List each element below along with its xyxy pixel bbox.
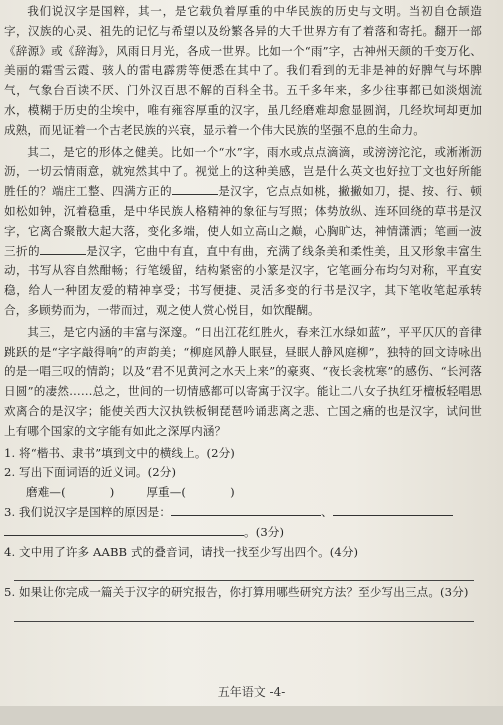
paragraph-3: 其三，是它内涵的丰富与深邃。“日出江花红胜火，春来江水绿如蓝”，平平仄仄的音律跳跃的是“字字敲得响”的声韵美；“柳庭风静人眠昼，昼眠人静风庭柳”，独特的回文诗咏出的是一唱三叹的情韵；以及“君不见黄河之水天上来”的豪爽、“夜长衾枕寒”的感伤、“长河落日圆”的凄然……总之，世间的一切情感都可以寄寓于汉字。能让二八女子执红牙檀板轻唱思欢离合的是汉字；能使关西大汉执铁板铜琵琶吟诵悲离之悲、亡国之痛的也是汉字，试问世上有哪个国家的文字能有如此之深厚内涵？ <box>4 324 482 438</box>
paragraph-2-part-3: 是汉字，它曲中有直，直中有曲，充满了线条美和柔性美，且又形象丰富生动，书写从容自然酣畅；行笔缓留，结构紧密的小篆是汉字，它笔画分布均匀对称，平直安稳，给人一种团友爱的精神享受；书写便捷、灵活多变的行书是汉字，其下笔收笔起承转合，多顾势而为，一带而过，观之使人赏心悦目，如饮醍醐。 <box>4 243 482 317</box>
reading-passage <box>4 2 482 624</box>
fill-blank-1[interactable] <box>172 182 218 195</box>
answer-line-3b[interactable] <box>333 503 453 516</box>
answer-line-3a[interactable] <box>171 503 321 516</box>
question-5: 5. 如果让你完成一篇关于汉字的研究报告，你打算用哪些研究方法？至少写出三点。(3分) <box>4 585 469 600</box>
question-2-answers <box>26 483 482 503</box>
paragraph-1: 我们说汉字是国粹，其一，是它载负着厚重的中华民族的历史与文明。当初自仓颉造字，汉族的心灵、祖先的记忆与希望以及纷繁各异的大千世界方有了着落和寄托。翻开一部《辞源》或《辞海》，风雨日月光，各成一世界。比如一个“雨”字，古神州天颜的千变万化、美丽的霜雪云霞、骇人的雷电霹雳等便悉在其中了。我们看到的无非是神的好脾气与坏脾气，气象台百读不厌、门外汉百思不解的百科全书。五千多年来，多少往事都已如淡烟流水，模糊于历史的尘埃中，唯有雍容厚重的汉字，虽几经磨难却愈显圆润，几经坎坷却更加成熟，而见证着一个古老民族的兴衰，显示着一个伟大民族的坚强不息的生命力。 <box>4 4 482 137</box>
paragraph-2-part-2: 是汉字，它点点如桃，撇撇如刀，提、按、行、顿如松如钟，沉着稳重，是中华民族人格精神的象征与写照；体势放纵、连环回绕的草书是汉字，它离合聚散大起大落，变化多端，使人如立高山之巅，心胸旷达，神情潇洒；笔画一波三折的 <box>4 184 482 258</box>
question-4: 4. 文中用了许多 AABB 式的叠音词，请找一找至少写出四个。(4分) <box>4 544 359 559</box>
fill-blank-2[interactable] <box>40 242 86 255</box>
answer-line-3c[interactable] <box>4 523 244 536</box>
paragraph-2-part-1: 其二，是它的形体之健美。比如一个“水”字，雨水或点点滴滴，或滂滂沱沱，或淅淅沥沥，一切云情雨意，就宛然其中了。视觉上的这种美感，岂是什么英文也好拉丁文也好所能胜任的？端庄工整、四满方正的 <box>4 144 482 199</box>
page-footer: 五年语文 -4- <box>217 685 286 699</box>
question-3-points: 。(3分) <box>244 524 285 539</box>
answer-line-5[interactable] <box>14 607 474 622</box>
answer-line-4[interactable] <box>14 566 474 581</box>
question-2: 2. 写出下面词语的近义词。(2分) <box>4 465 177 480</box>
synonym-item-2 <box>146 483 234 503</box>
question-3-text: 3. 我们说汉字是国粹的原因是： <box>4 504 172 519</box>
question-1: 1. 将“楷书、隶书”填到文中的横线上。(2分) <box>4 445 235 460</box>
question-3-continued <box>4 523 482 543</box>
synonym-answer-1[interactable] <box>66 484 110 496</box>
paragraph-2 <box>4 143 482 321</box>
page-bottom-strip <box>0 706 503 725</box>
synonym-word-2: 厚重—( <box>146 485 187 500</box>
synonym-close-1: ) <box>109 485 115 500</box>
synonym-item-1 <box>26 483 114 503</box>
synonym-word-1: 磨难—( <box>26 485 66 500</box>
synonym-close-2: ) <box>230 485 235 500</box>
question-3-separator: 、 <box>321 504 333 519</box>
synonym-answer-2[interactable] <box>186 484 230 496</box>
question-3 <box>4 503 482 523</box>
